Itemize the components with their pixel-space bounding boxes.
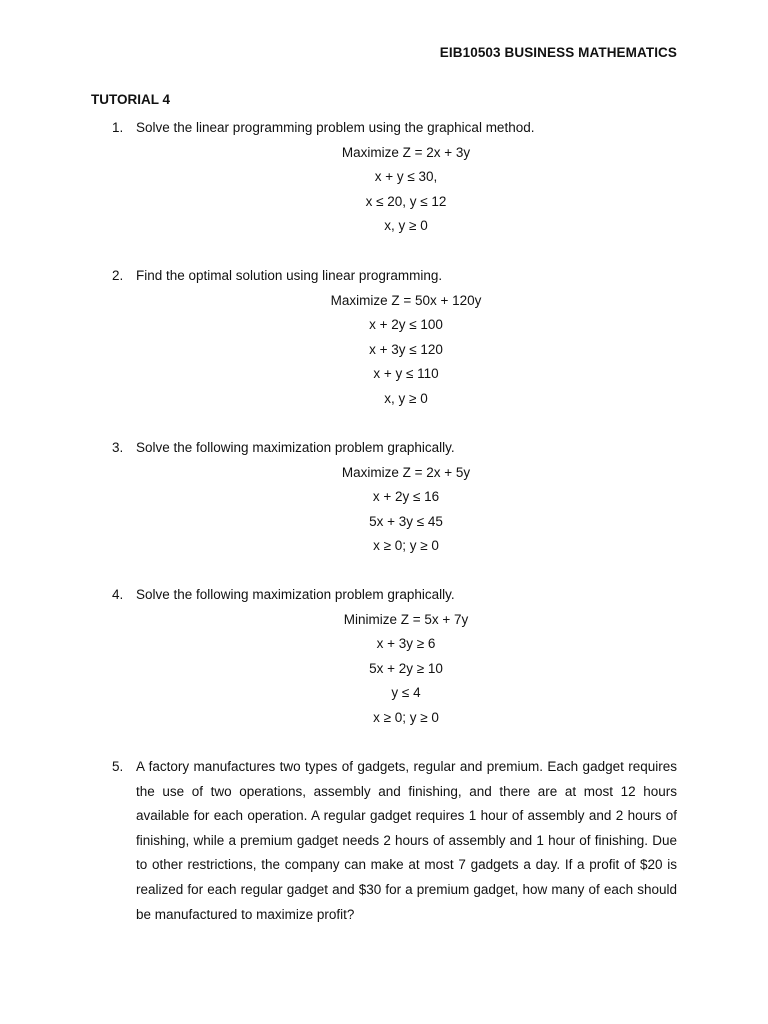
constraint: y ≤ 4 (391, 685, 421, 701)
tutorial-title: TUTORIAL 4 (91, 92, 171, 107)
question-text: Solve the linear programming problem using the graphical method. (136, 120, 535, 135)
objective-function: Maximize Z = 2x + 5y (341, 464, 471, 480)
objective-function: Maximize Z = 50x + 120y (330, 292, 482, 308)
question-number: 5. (112, 759, 124, 774)
question-number: 1. (112, 120, 124, 135)
question-text: Find the optimal solution using linear programming. (136, 268, 443, 283)
constraint: x + y ≤ 30, (374, 169, 438, 185)
equation-block (0, 289, 768, 412)
constraint: x ≤ 20, y ≤ 12 (365, 193, 447, 209)
constraint: 5x + 3y ≤ 45 (369, 513, 443, 529)
constraint: x + 2y ≤ 100 (369, 317, 443, 333)
question-number: 4. (112, 587, 124, 602)
constraint: x, y ≥ 0 (384, 218, 428, 234)
question-3 (0, 436, 768, 559)
question-4 (0, 583, 768, 731)
constraint: x + 3y ≤ 120 (369, 341, 443, 357)
question-text: Solve the following maximization problem graphically. (136, 440, 455, 455)
objective-function: Minimize Z = 5x + 7y (343, 611, 469, 627)
constraint: x ≥ 0; y ≥ 0 (373, 538, 439, 554)
constraint: x + 2y ≤ 16 (372, 489, 440, 505)
constraint: 5x + 2y ≥ 10 (369, 660, 443, 676)
constraint: x, y ≥ 0 (384, 390, 428, 406)
question-number: 2. (112, 268, 124, 283)
constraint: x + y ≤ 110 (373, 366, 439, 382)
constraint: x ≥ 0; y ≥ 0 (373, 709, 439, 725)
equation-block (0, 608, 768, 731)
constraint: x + 3y ≥ 6 (376, 636, 436, 652)
question-2 (0, 264, 768, 412)
question-1 (0, 116, 768, 239)
objective-function: Maximize Z = 2x + 3y (341, 144, 471, 160)
equation-block (0, 461, 768, 559)
course-header: EIB10503 BUSINESS MATHEMATICS (439, 45, 677, 60)
question-number: 3. (112, 440, 124, 455)
equation-block (0, 141, 768, 239)
word-problem-text: A factory manufactures two types of gadgets, regular and premium. Each gadget requires the use of two operations, assembly and finishing, and there are at most 12 hours available for each operation. A regular gadget requires 1 hour of assembly and 2 hours of finishing, while a premium gadget needs 2 hours of assembly and 1 hour of finishing. Due to other restrictions, the company can make at most 7 gadgets a day. If a profit of $20 is realized for each regular gadget and $30 for a premium gadget, how many of each should be manufactured to maximize profit? (136, 759, 677, 922)
question-text: Solve the following maximization problem graphically. (136, 587, 455, 602)
